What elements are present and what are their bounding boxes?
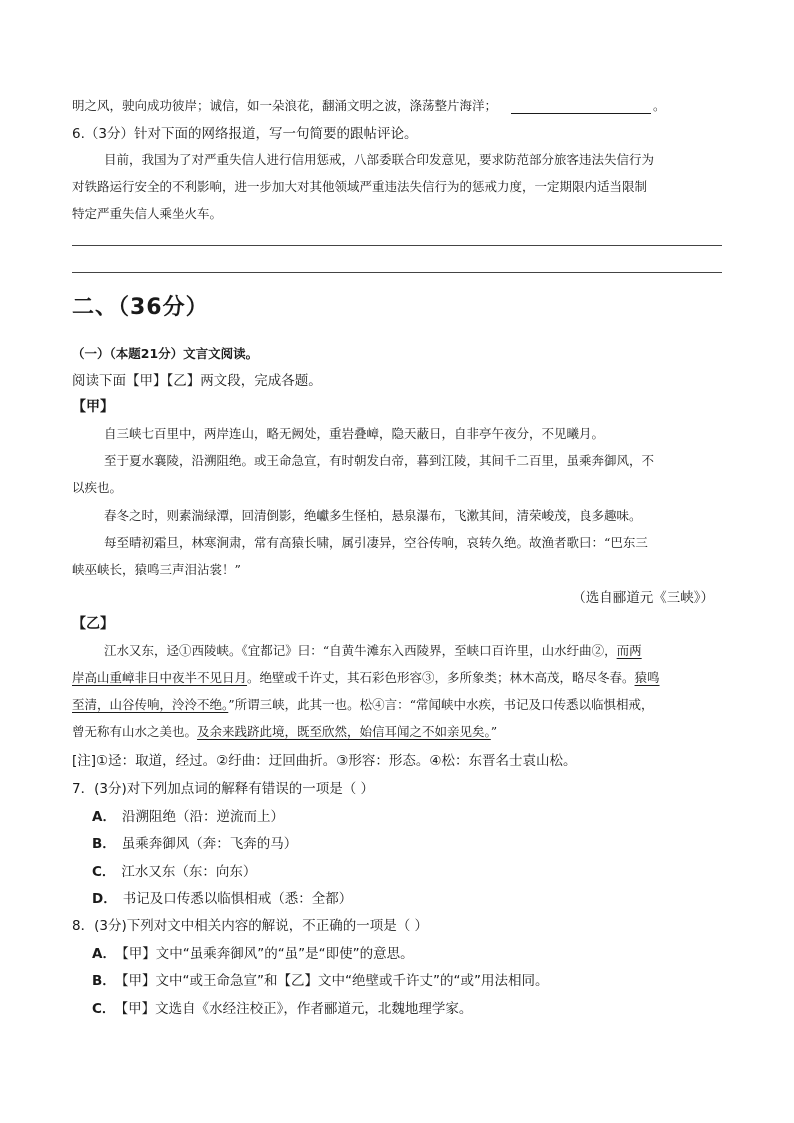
jia-para-2: 至于夏水襄陵，沿溯阻绝。或王命急宣，有时朝发白帝，暮到江陵，其间千二百里，虽乘奔御风，不 <box>104 453 655 468</box>
reading-instruction: 阅读下面【甲】【乙】两文段，完成各题。 <box>72 373 322 389</box>
yi-line-4 <box>72 722 722 740</box>
yi-line-3-underlined: 至清，山谷传响，泠泠不绝。 <box>72 697 229 712</box>
option-letter: A． <box>92 809 116 825</box>
yi-line-4-quote: ” <box>490 724 498 739</box>
option-letter: C． <box>92 1001 116 1017</box>
q6-answer-line-1[interactable] <box>72 245 722 246</box>
option-text: 虽乘奔御风（奔：飞奔的马） <box>121 836 298 852</box>
q8-option-a[interactable] <box>92 942 722 962</box>
option-text: 【甲】文选自《水经注校正》，作者郦道元，北魏地理学家。 <box>121 1001 473 1017</box>
q7-option-a[interactable] <box>92 805 722 825</box>
option-text: 【甲】文中“或王命急宣”和【乙】文中“绝壁或千许丈”的“或”用法相同。 <box>121 973 549 989</box>
option-text: 【甲】文中“虽乘奔御风”的“虽”是“即使”的意思。 <box>121 946 414 962</box>
option-letter: C． <box>92 864 116 880</box>
jia-para-4: 每至晴初霜旦，林寒涧肃，常有高猿长啸，属引凄异，空谷传响，哀转久绝。故渔者歌曰：“巴东三 <box>104 535 648 550</box>
yi-line-2 <box>72 668 722 686</box>
jia-para-2-cont: 以疾也。 <box>72 480 123 495</box>
yi-line-2-text: 。绝壁或千许丈，其石彩色形容③，多所象类；林木高茂，略尽冬春。 <box>247 670 635 685</box>
jia-para-3: 春冬之时，则素湍绿潭，回清倒影，绝巘多生怪柏，悬泉瀑布，飞漱其间，清荣峻茂，良多趣味。 <box>104 508 642 523</box>
q6-passage-line-1: 目前，我国为了对严重失信人进行信用惩戒，八部委联合印发意见，要求防范部分旅客违法失信行为 <box>104 152 655 167</box>
yi-line-3-text: ”所谓三峡，此其一也。松④言：“常闻峡中水疾，书记及口传悉以临惧相戒， <box>228 697 654 712</box>
q5-tail-text: 明之风，驶向成功彼岸；诚信，如一朵浪花，翻涌文明之波，涤荡整片海洋； <box>72 98 498 113</box>
yi-line-1-underlined: 而两 <box>616 643 642 658</box>
passage-jia-label: 【甲】 <box>72 399 114 415</box>
yi-line-4-text: 曾无称有山水之美也。 <box>72 724 198 739</box>
q5-answer-blank[interactable] <box>511 99 651 114</box>
yi-line-1-text: 江水又东，迳①西陵峡。《宜都记》曰：“自黄牛滩东入西陵界，至峡口百许里，山水纡曲②， <box>104 643 617 658</box>
jia-para-1: 自三峡七百里中，两岸连山，略无阙处，重岩叠嶂，隐天蔽日，自非亭午夜分，不见曦月。 <box>104 426 605 441</box>
jia-source: （选自郦道元《三峡》） <box>572 590 714 606</box>
part1-title: （一）（本题21分）文言文阅读。 <box>72 346 259 361</box>
q6-answer-line-2[interactable] <box>72 272 722 273</box>
yi-line-4-underlined: 及余来践跻此境，既至欣然，始信耳闻之不如亲见矣。 <box>197 724 491 739</box>
q6-passage-line-2: 对铁路运行安全的不利影响，进一步加大对其他领域严重违法失信行为的惩戒力度，一定期限内适当限制 <box>72 179 648 194</box>
yi-line-1 <box>104 641 722 659</box>
q5-tail-line <box>72 96 722 114</box>
option-letter: A． <box>92 946 116 962</box>
q7-stem: 7．(3分)对下列加点词的解释有错误的一项是（ ） <box>72 781 375 797</box>
q6-stem: 6.（3分）针对下面的网络报道，写一句简要的跟帖评论。 <box>72 126 418 142</box>
section-heading: 二、（36分） <box>72 295 209 320</box>
q8-stem: 8．(3分)下列对文中相关内容的解说，不正确的一项是（ ） <box>72 918 429 934</box>
option-letter: D． <box>92 891 117 907</box>
yi-notes: [注]①迳：取道，经过。②纡曲：迂回曲折。③形容：形态。④松：东晋名士袁山松。 <box>72 753 577 769</box>
option-letter: B． <box>92 836 116 852</box>
q7-option-d[interactable] <box>92 887 722 907</box>
yi-line-2-underlined-tail: 猿鸣 <box>634 670 660 685</box>
option-text: 书记及口传悉以临惧相戒（悉：全都） <box>122 891 353 907</box>
q5-tail-period: 。 <box>653 98 666 113</box>
option-text: 江水又东（东：向东） <box>121 864 257 880</box>
yi-line-2-underlined: 岸高山重嶂非日中夜半不见日月 <box>72 670 248 685</box>
q8-option-b[interactable] <box>92 969 722 989</box>
yi-line-3 <box>72 695 722 713</box>
option-letter: B． <box>92 973 116 989</box>
q6-passage-line-3: 特定严重失信人乘坐火车。 <box>72 206 223 221</box>
q8-option-c[interactable] <box>92 997 722 1017</box>
option-text: 沿溯阻绝（沿：逆流而上） <box>121 809 284 825</box>
q7-option-c[interactable] <box>92 860 722 880</box>
passage-yi-label: 【乙】 <box>72 616 114 632</box>
q7-option-b[interactable] <box>92 832 722 852</box>
jia-para-4-cont: 峡巫峡长，猿鸣三声泪沾裳！” <box>72 562 241 577</box>
